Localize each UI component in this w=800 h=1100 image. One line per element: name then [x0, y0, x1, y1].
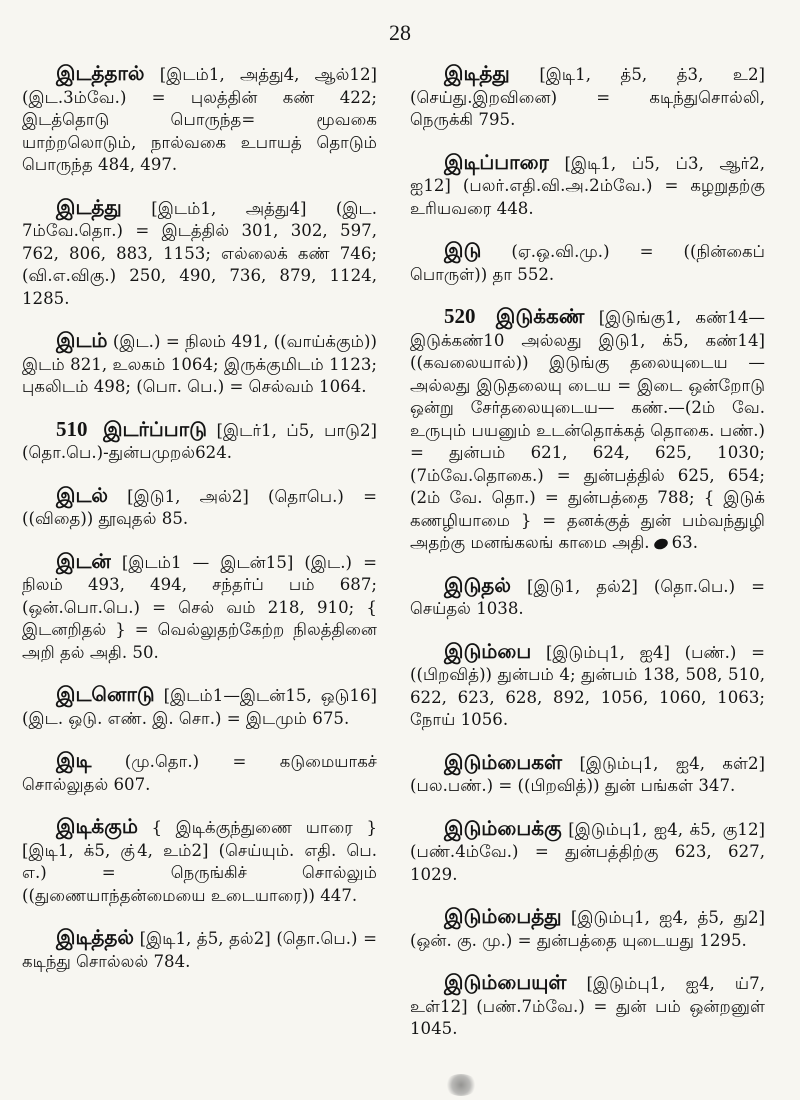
ink-blot — [652, 536, 669, 550]
dictionary-entry — [22, 62, 377, 177]
entry-headword: இடல் — [56, 482, 108, 507]
dictionary-entry — [22, 815, 377, 907]
entry-headword: இடும்பைக்கு — [444, 815, 562, 840]
entry-headword: இடித்தல் — [56, 925, 135, 949]
entry-definition: [இடு1, தல்2] (தொ.பெ.) = செய்தல் 1038. — [410, 576, 765, 618]
dictionary-entry — [410, 305, 765, 555]
dictionary-entry — [22, 329, 377, 399]
entry-headword: இடும்பை — [444, 638, 532, 663]
entry-definition: [இடி1, ப்5, ப்3, ஆர்2, ஐ12] (பலர்.எதி.வி.அ.2ம்வே.) = கழறுதற்கு உரியவரை 448. — [410, 153, 766, 218]
entry-definition: [இடி1, த்5, தல்2] (தொ.பெ.) = கடிந்து சொல்லல் 784. — [22, 929, 377, 971]
right-column — [410, 62, 765, 1060]
entry-headword: இடிப்பாரை — [444, 149, 549, 174]
entry-definition: [இடம்1, அத்து4] (இட. 7ம்வே.தொ.) = இடத்தில் 301, 302, 597, 762, 806, 883, 1153; எல்லைக் கண் 746; (வி.எ.விகு.) 250, 490, 736, 879, 1124, 1285. — [22, 198, 377, 308]
ink-smudge — [444, 1074, 478, 1096]
entry-definition-tail: 63. — [671, 533, 698, 552]
dictionary-entry — [22, 418, 377, 465]
dictionary-entry — [410, 905, 765, 952]
dictionary-entry — [410, 817, 765, 887]
entry-definition: [இடும்பு1, ஐ4] (பண்.) = ((பிறவித்)) துன்பம் 4; துன்பம் 138, 508, 510, 622, 623, 628, 892, 1056, 1060, 1063; நோய் 1056. — [410, 642, 765, 729]
dictionary-entry — [22, 196, 377, 311]
entry-section-number: 510 — [56, 416, 88, 441]
entry-headword: இடன் — [56, 548, 111, 573]
entry-definition: [இடு1, அல்2] (தொபெ.) = ((விதை)) தூவுதல் 85. — [22, 486, 377, 528]
entry-headword: இடும்பைத்து — [444, 904, 562, 928]
entry-definition: [இடி1, த்5, த்3, உ2] (செய்து.இறவினை) = கடிந்துசொல்லி, நெருக்கி 795. — [410, 65, 765, 129]
entry-definition: [இடம்1—இடன்15, ஒடு16] (இட. ஒடு. எண். இ. சொ.) = இடமும் 675. — [22, 686, 377, 728]
entry-headword: இடிக்கும் — [56, 814, 138, 838]
dictionary-entry — [22, 926, 377, 973]
dictionary-entry — [22, 484, 377, 531]
entry-definition: (ஏ.ஒ.வி.மு.) = ((நின்கைப் பொருள்)) தா 552. — [410, 242, 765, 284]
entry-definition: [இடும்பு1, ஐ4, க்5, கு12] (பண்.4ம்வே.) = துன்பத்திற்கு 623, 627, 1029. — [410, 819, 765, 884]
entry-definition: { இடிக்குந்துணை யாரை } [இடி1, க்5, கு்4, உம்2] (செய்யும். எதி. பெ. எ.) = நெருங்கிச் சொல்லும் ((துணையாந்தன்மையை உடையாரை)) 447. — [22, 818, 378, 905]
dictionary-entry — [410, 574, 765, 621]
page-number: 28 — [389, 20, 411, 45]
entry-headword: இடனொடு — [56, 682, 155, 706]
entry-headword: இடு — [444, 238, 482, 262]
dictionary-entry — [22, 683, 377, 730]
entry-definition: [இடும்பு1, ஐ4, கள்2] (பல.பண்.) = ((பிறவித்)) துன் பங்கள் 347. — [410, 753, 765, 795]
entry-headword: இடத்து — [56, 194, 122, 219]
entry-definition: (மு.தொ.) = கடுமையாகச் சொல்லுதல் 607. — [22, 752, 377, 794]
entry-headword: இடும்பைகள் — [444, 749, 563, 774]
entry-definition: [இடர்1, ப்5, பாடு2] (தொ.பெ.)-துன்பமுறல்624. — [22, 420, 377, 462]
entry-definition: (இட.) = நிலம் 491, ((வாய்க்கும்)) இடம் 821, உலகம் 1064; இருக்குமிடம் 1123; புகலிடம் 498; (பொ. பெ.) = செல்வம் 1064. — [22, 332, 377, 396]
entry-definition: [இடம்1 — இடன்15] (இட.) = நிலம் 493, 494, சந்தர்ப் பம் 687; (ஒன்.பொ.பெ.) = செல் வம் 218, 910; { இடனறிதல் } = வெல்லுதற்கேற்ற நிலத்தினை அறி தல் அதி. 50. — [22, 552, 377, 662]
dictionary-entry — [410, 751, 765, 798]
dictionary-entry — [22, 749, 377, 796]
entry-definition: [இடும்பு1, ஐ4, த்5, து2] (ஒன். கு. மு.) = துன்பத்தை யுடையது 1295. — [410, 908, 765, 950]
entry-headword: இடுதல் — [444, 572, 511, 597]
entry-headword: இடம் — [56, 328, 108, 352]
dictionary-entry — [410, 151, 765, 221]
entry-definition: [இடுங்கு1, கண்14—இடுக்கண்10 அல்லது இடு1, க்5, கண்14] ((கவலையால்)) இடுங்கு தலையுடைய — அல்லது இடுதலையு டைய = இடை ஒன்றோடு ஒன்று சேர்தலையுடைய— கண்.—(2ம் வே. உருபும் பயனும் உடன்தொக்கத் தொகை. பண்.) = துன்பம் 621, 624, 625, 1030; (7ம்வே.தொகை.) = துன்பத்தில் 625, 654; (2ம் வே. தொ.) = துன்பத்தை 788; { இடுக் கணழியாமை } = தனக்குத் துன் பம்வந்துழி அதற்கு மனங்கலங் காமை அதி. — [410, 308, 765, 552]
entry-headword: இடுக்கண் — [495, 304, 585, 328]
entry-headword: இடத்தால் — [56, 61, 145, 85]
entry-definition: [இடம்1, அத்து4, ஆல்12] (இட.3ம்வே.) = புலத்தின் கண் 422; இடத்தொடு பொருந்த= மூவகை யாற்றலொடும், நால்வகை உபாயத் தொடும் பொருந்த 484, 497. — [22, 65, 377, 174]
dictionary-entry — [410, 62, 765, 132]
entry-headword: இடர்ப்பாடு — [103, 416, 207, 441]
dictionary-entry — [410, 971, 765, 1041]
left-column — [22, 62, 377, 992]
entry-headword: இடித்து — [444, 61, 510, 85]
dictionary-entry — [22, 550, 377, 665]
entry-headword: இடும்பையுள் — [444, 970, 567, 994]
entry-section-number: 520 — [444, 304, 476, 328]
dictionary-entry — [410, 640, 765, 732]
dictionary-entry — [410, 239, 765, 286]
entry-definition: [இடும்பு1, ஐ4, ய்7, உள்12] (பண்.7ம்வே.) = துன் பம் ஒன்றனுள் 1045. — [410, 974, 765, 1038]
entry-headword: இடி — [56, 748, 92, 772]
